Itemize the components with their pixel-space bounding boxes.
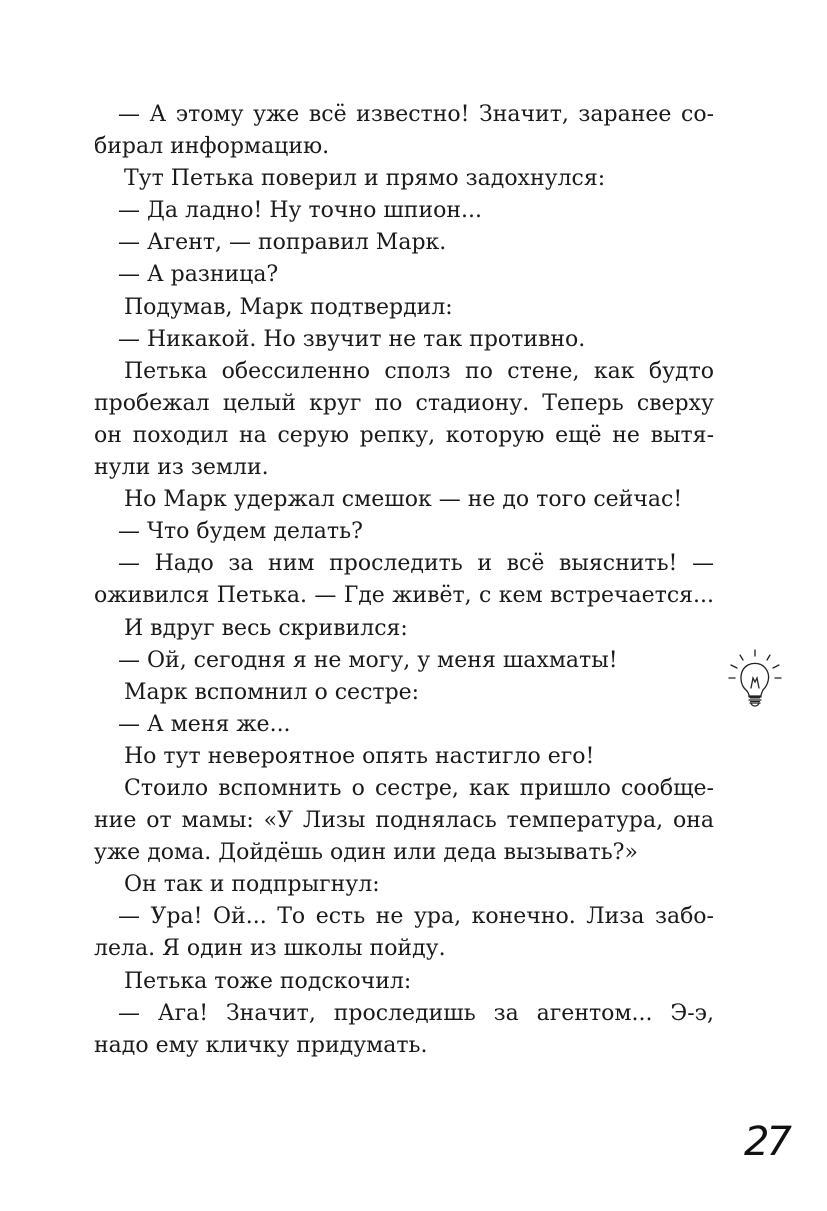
text-line: Стоило вспомнить о сестре, как пришло сообще- <box>124 775 714 801</box>
text-line: Петька тоже подскочил: <box>124 968 412 994</box>
text-line: — Ура! Ой... То есть не ура, конечно. Лиза забо- <box>118 904 714 930</box>
text-line: он походил на серую репку, которую ещё не вытя- <box>94 422 714 448</box>
lightbulb-icon <box>726 648 784 712</box>
text-line: надо ему кличку придумать. <box>94 1032 428 1058</box>
text-line: — А меня же... <box>118 711 291 737</box>
text-line: — Что будем делать? <box>118 519 363 545</box>
text-line: Он так и подпрыгнул: <box>124 872 380 898</box>
text-line: Петька обессиленно сполз по стене, как будто <box>124 358 714 384</box>
text-line: бирал информацию. <box>94 134 330 160</box>
text-line: Марк вспомнил о сестре: <box>124 679 420 705</box>
text-line: — Да ладно! Ну точно шпион... <box>118 198 483 224</box>
text-line: — А разница? <box>118 262 279 288</box>
text-line: — Никакой. Но звучит не так противно. <box>118 326 586 352</box>
text-line: Но тут невероятное опять настигло его! <box>124 743 595 769</box>
text-line: — Агент, — поправил Марк. <box>118 230 447 256</box>
text-line: Подумав, Марк подтвердил: <box>124 294 453 320</box>
text-line: лела. Я один из школы пойду. <box>94 936 446 962</box>
text-line: Но Марк удержал смешок — не до того сейчас! <box>124 487 683 513</box>
text-line: — Ой, сегодня я не могу, у меня шахматы! <box>118 647 618 673</box>
text-line: нули из земли. <box>94 455 269 481</box>
body-text <box>94 99 714 1062</box>
text-line: пробежал целый круг по стадиону. Теперь сверху <box>94 390 714 416</box>
text-line: оживился Петька. — Где живёт, с кем встречается... <box>94 583 714 609</box>
text-line: — А этому уже всё известно! Значит, заранее со- <box>118 102 714 127</box>
text-line: Тут Петька поверил и прямо задохнулся: <box>124 166 606 192</box>
text-line: — Надо за ним проследить и всё выяснить! — <box>118 551 714 577</box>
page-number: 27 <box>744 1119 789 1165</box>
text-line: — Ага! Значит, проследишь за агентом... Э-э, <box>118 1000 714 1026</box>
text-line: ние от мамы: «У Лизы поднялась температура, она <box>94 808 714 834</box>
text-line: И вдруг весь скривился: <box>124 615 408 641</box>
text-line: уже дома. Дойдёшь один или деда вызывать?» <box>94 840 638 866</box>
